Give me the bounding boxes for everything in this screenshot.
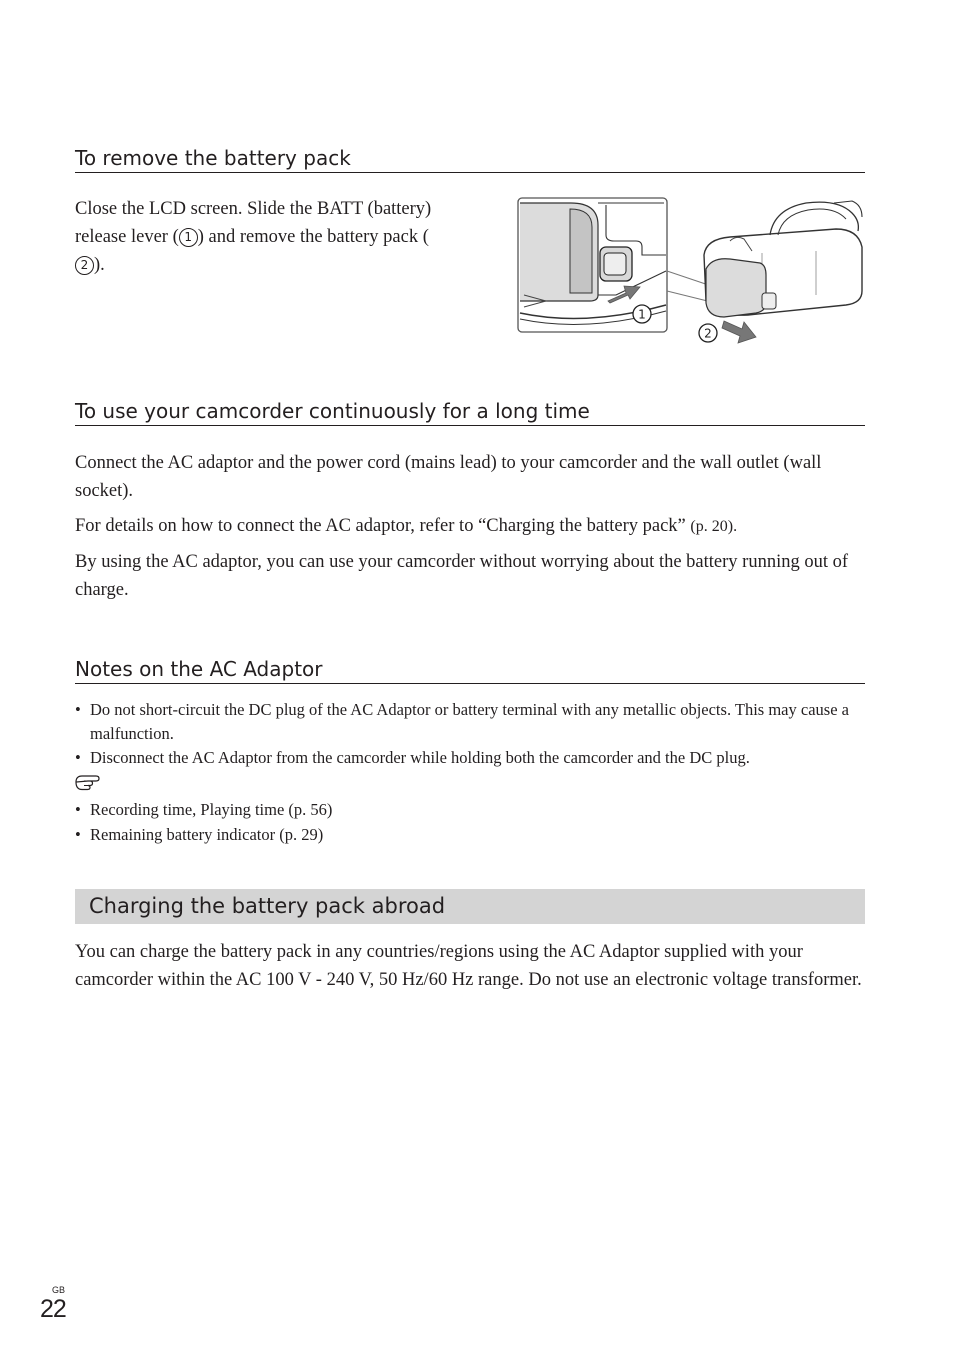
charging-abroad-para: You can charge the battery pack in any countries/regions using the AC Adaptor supplied with your camcorder within the AC 100 V - 240 V, 50 Hz/60 Hz range. Do not use an electronic voltage transformer. — [75, 942, 862, 990]
continuous-use-para-1: Connect the AC adaptor and the power cord (mains lead) to your camcorder and the wall outlet (wall socket). — [75, 453, 822, 501]
pointing-hand-icon — [74, 772, 100, 792]
page-reference-link[interactable]: (p. 20). — [690, 518, 738, 535]
ac-adaptor-notes-list — [75, 698, 865, 770]
section-heading-bar-abroad — [75, 889, 865, 924]
marker-1-icon: 1 — [179, 228, 198, 247]
list-item[interactable]: • Recording time, Playing time (p. 56) — [75, 800, 333, 819]
language-code: GB — [52, 1285, 66, 1295]
figure-callout-2: 2 — [704, 326, 712, 341]
battery-removal-illustration — [516, 195, 868, 347]
continuous-use-para-3: By using the AC adaptor, you can use your camcorder without worrying about the battery running out of charge. — [75, 552, 849, 600]
remove-battery-instructions: Close the LCD screen. Slide the BATT (battery) release lever ( 1 ) and remove the battery pack (2 ). — [75, 199, 432, 275]
marker-2-icon: 2 — [75, 256, 94, 275]
page-number: 22 — [40, 1295, 66, 1323]
section-heading-ac-adaptor-notes: Notes on the AC Adaptor — [75, 657, 865, 684]
section-heading-remove-battery: To remove the battery pack — [75, 146, 865, 173]
list-item: • Do not short-circuit the DC plug of the AC Adaptor or battery terminal with any metallic objects. This may cause a malfunction. — [75, 700, 849, 743]
list-item[interactable]: • Remaining battery indicator (p. 29) — [75, 825, 324, 844]
section-heading-continuous-use: To use your camcorder continuously for a long time — [75, 399, 865, 426]
list-item: • Disconnect the AC Adaptor from the camcorder while holding both the camcorder and the DC plug. — [75, 748, 750, 767]
section-heading-abroad: Charging the battery pack abroad — [89, 894, 446, 918]
related-references-list — [75, 798, 865, 847]
camcorder-battery-diagram — [516, 195, 868, 347]
continuous-use-para-2: For details on how to connect the AC adaptor, refer to “Charging the battery pack” (p. 20). — [75, 516, 738, 536]
figure-callout-1: 1 — [638, 307, 646, 322]
